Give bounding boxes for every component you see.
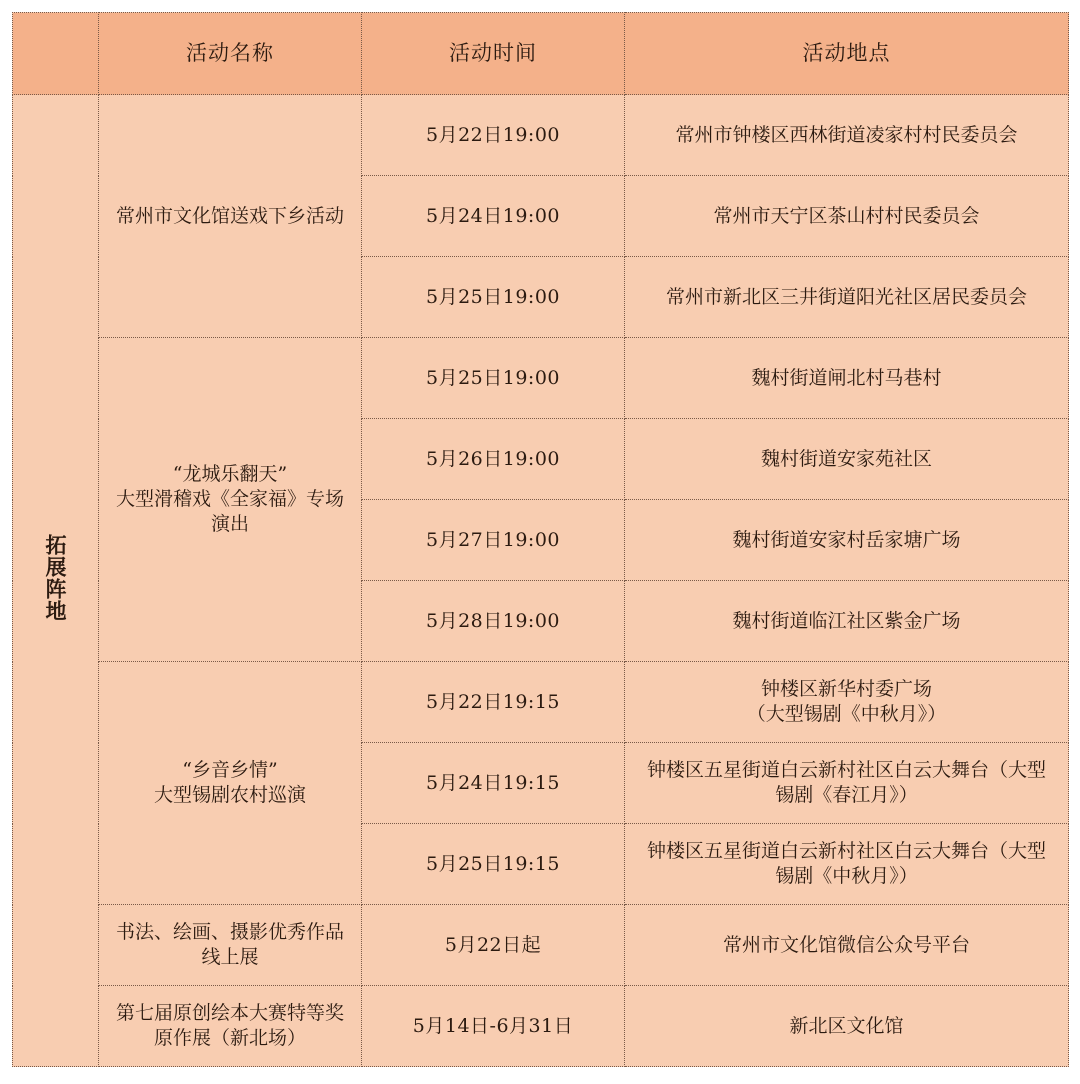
event-time-cell: 5月14日-6月31日 <box>362 986 625 1067</box>
header-event-name: 活动名称 <box>99 13 362 95</box>
schedule-table-wrapper <box>12 12 1069 1067</box>
event-time-cell: 5月24日19:00 <box>362 176 625 257</box>
event-time-cell: 5月22日19:15 <box>362 662 625 743</box>
event-name-cell: 第七届原创绘本大赛特等奖 原作展（新北场） <box>99 986 362 1067</box>
event-place-cell: 魏村街道临江社区紫金广场 <box>625 581 1069 662</box>
event-place-cell: 魏村街道闸北村马巷村 <box>625 338 1069 419</box>
category-cell <box>13 95 99 1067</box>
category-label: 拓展阵地 <box>43 533 68 622</box>
header-corner-cell <box>13 13 99 95</box>
event-time-cell: 5月27日19:00 <box>362 500 625 581</box>
event-time-cell: 5月28日19:00 <box>362 581 625 662</box>
event-place-cell: 钟楼区五星街道白云新村社区白云大舞台（大型 锡剧《春江月》） <box>625 743 1069 824</box>
event-name-cell: 常州市文化馆送戏下乡活动 <box>99 95 362 338</box>
event-place-cell: 魏村街道安家村岳家塘广场 <box>625 500 1069 581</box>
table-row <box>13 905 1069 986</box>
event-time-cell: 5月26日19:00 <box>362 419 625 500</box>
event-place-cell: 常州市文化馆微信公众号平台 <box>625 905 1069 986</box>
event-place-cell: 常州市天宁区茶山村村民委员会 <box>625 176 1069 257</box>
event-time-cell: 5月22日起 <box>362 905 625 986</box>
header-event-time: 活动时间 <box>362 13 625 95</box>
schedule-body <box>13 95 1069 1067</box>
event-time-cell: 5月22日19:00 <box>362 95 625 176</box>
event-time-cell: 5月24日19:15 <box>362 743 625 824</box>
table-row <box>13 662 1069 743</box>
event-time-cell: 5月25日19:15 <box>362 824 625 905</box>
event-place-cell: 钟楼区新华村委广场 （大型锡剧《中秋月》） <box>625 662 1069 743</box>
event-time-cell: 5月25日19:00 <box>362 338 625 419</box>
event-place-cell: 魏村街道安家苑社区 <box>625 419 1069 500</box>
event-place-cell: 常州市新北区三井街道阳光社区居民委员会 <box>625 257 1069 338</box>
event-name-cell: “龙城乐翻天” 大型滑稽戏《全家福》专场 演出 <box>99 338 362 662</box>
event-name-cell: “乡音乡情” 大型锡剧农村巡演 <box>99 662 362 905</box>
event-place-cell: 新北区文化馆 <box>625 986 1069 1067</box>
table-row <box>13 986 1069 1067</box>
table-row <box>13 338 1069 419</box>
event-time-cell: 5月25日19:00 <box>362 257 625 338</box>
event-place-cell: 钟楼区五星街道白云新村社区白云大舞台（大型 锡剧《中秋月》） <box>625 824 1069 905</box>
event-name-cell: 书法、绘画、摄影优秀作品 线上展 <box>99 905 362 986</box>
header-row <box>13 13 1069 95</box>
header-event-place: 活动地点 <box>625 13 1069 95</box>
table-row <box>13 95 1069 176</box>
event-place-cell: 常州市钟楼区西林街道凌家村村民委员会 <box>625 95 1069 176</box>
event-schedule-table <box>12 12 1069 1067</box>
